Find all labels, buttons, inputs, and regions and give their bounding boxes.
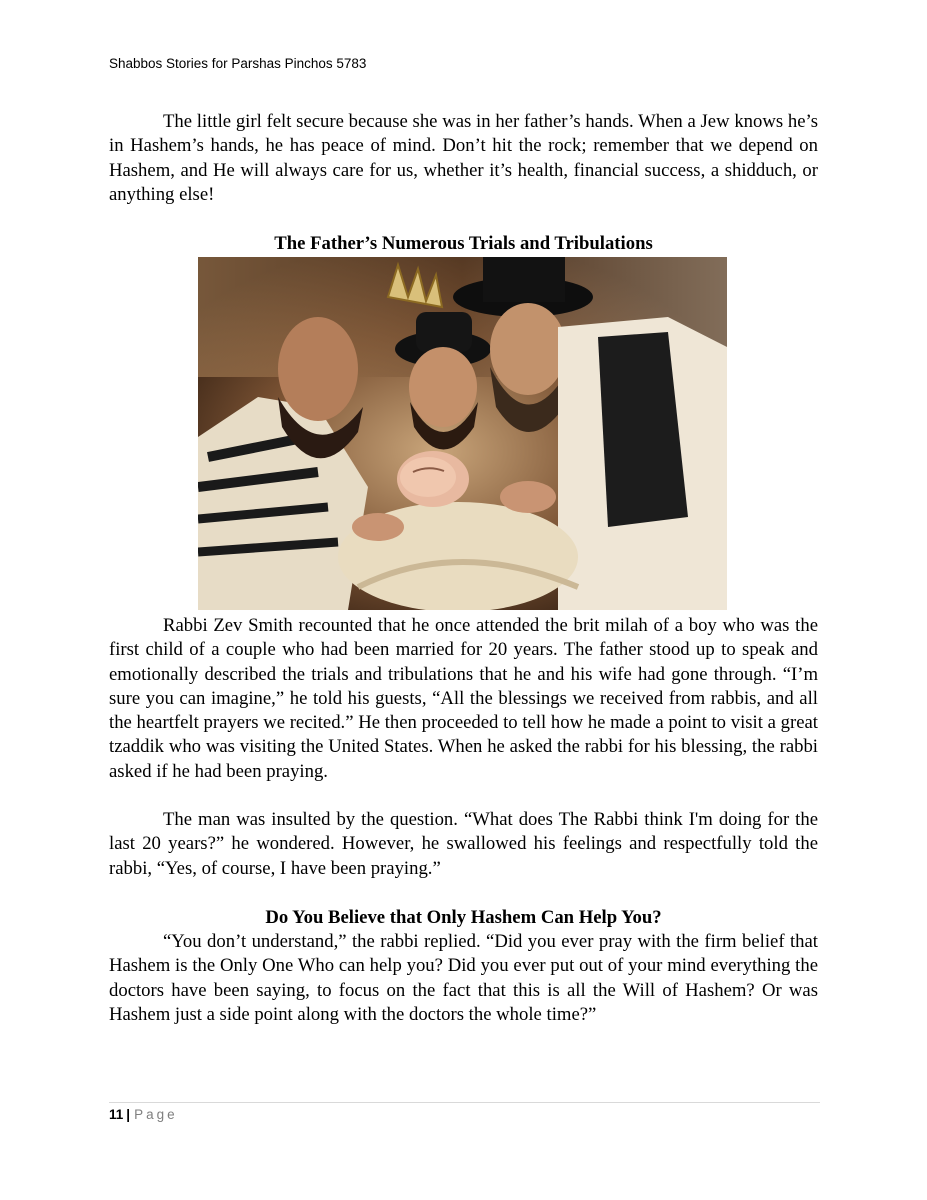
page-header: Shabbos Stories for Parshas Pinchos 5783 — [109, 56, 367, 71]
brit-milah-photo — [198, 257, 727, 610]
paragraph-3: The man was insulted by the question. “What does The Rabbi think I'm doing for the last 20 years?” he wondered. However, he swallowed his feelings and respectfully told the rabbi, “Yes, of course, I have been praying.” — [109, 809, 818, 879]
paragraph-1: The little girl felt secure because she was in her father’s hands. When a Jew knows he’s in Hashem’s hands, he has peace of mind. Don’t hit the rock; remember that we depend on Hashem, and He will always care for us, whether it’s health, financial success, a shidduch, or anything else! — [109, 111, 818, 205]
section-heading-1: The Father’s Numerous Trials and Tribulations — [274, 233, 653, 254]
page-number: 11 — [109, 1107, 124, 1122]
section-heading-2: Do You Believe that Only Hashem Can Help You? — [265, 907, 662, 928]
paragraph-4: “You don’t understand,” the rabbi replied. “Did you ever pray with the firm belief that Hashem is the Only One Who can help you? Did you ever put out of your mind everything the doctors have been saying, to focus on the fact that this is all the Will of Hashem? Or was Hashem just a side point along with the doctors the whole time?” — [109, 931, 818, 1025]
paragraph-2: Rabbi Zev Smith recounted that he once attended the brit milah of a boy who was the first child of a couple who had been married for 20 years. The father stood up to speak and emotionally described the trials and tribulations that he and his wife had gone through. “I’m sure you can imagine,” he told his guests, “All the blessings we received from rabbis, and all the heartfelt prayers we recited.” He then proceeded to tell how he made a point to visit a great tzaddik who was visiting the United States. When he asked the rabbi for his blessing, the rabbi asked if he had been praying. — [109, 615, 818, 782]
page-footer — [109, 1107, 178, 1122]
footer-divider — [109, 1102, 820, 1103]
footer-separator: | — [126, 1107, 131, 1122]
page-label: Page — [134, 1107, 178, 1122]
